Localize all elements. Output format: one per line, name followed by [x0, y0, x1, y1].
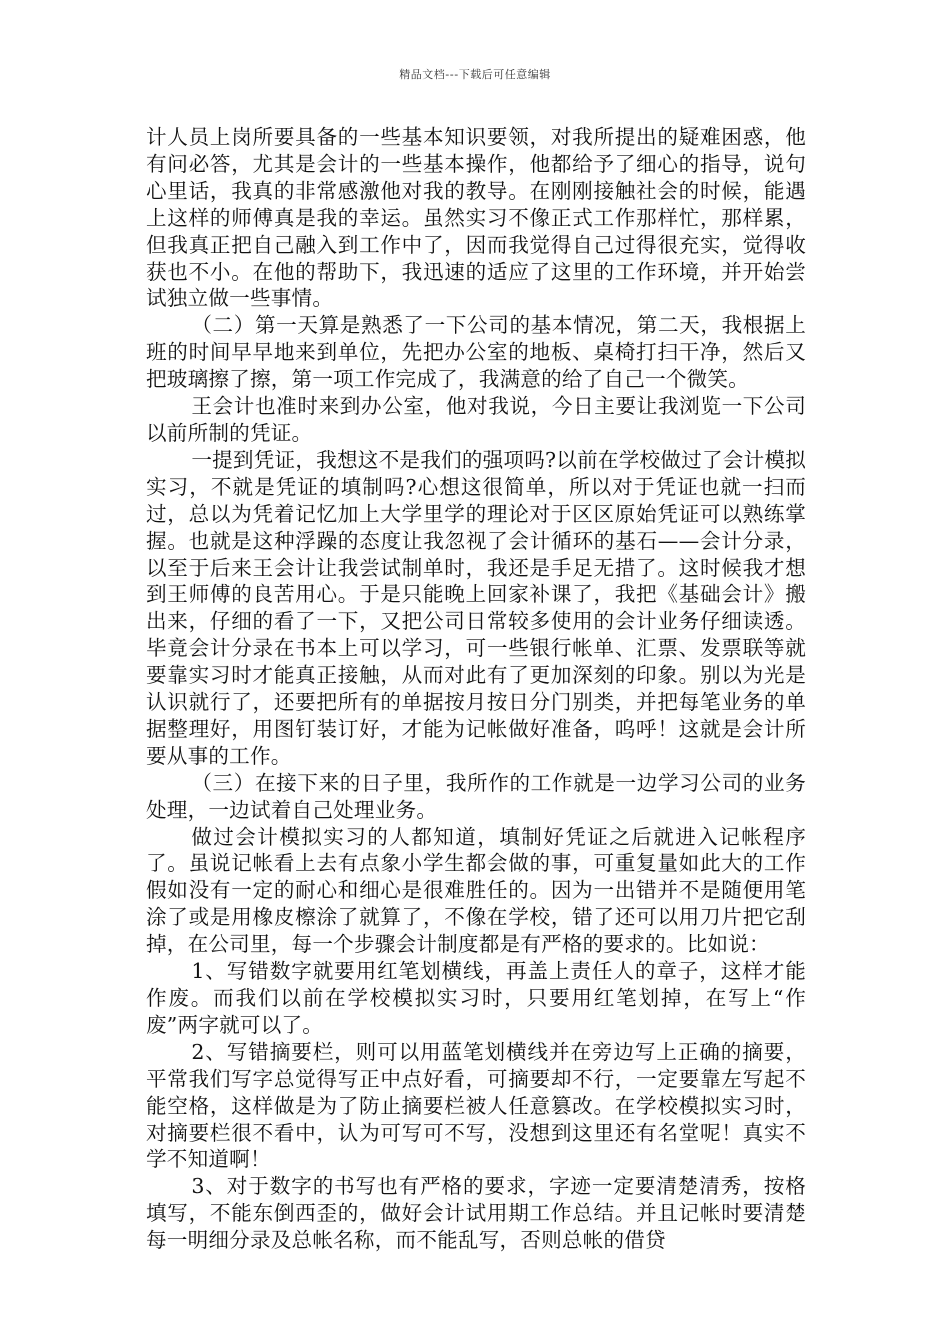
paragraph-3: 王会计也准时来到办公室，他对我说，今日主要让我浏览一下公司以前所制的凭证。 [146, 394, 806, 445]
paragraph-5: （三）在接下来的日子里，我所作的工作就是一边学习公司的业务处理，一边试着自己处理业务。 [146, 770, 806, 822]
paragraph-6: 做过会计模拟实习的人都知道，填制好凭证之后就进入记帐程序了。虽说记帐看上去有点象小学生都会做的事，可重复量如此大的工作假如没有一定的耐心和细心是很难胜任的。因为一出错并不是随便用笔涂了或是用橡皮檫涂了就算了，不像在学校，错了还可以用刀片把它刮掉，在公司里，每一个步骤会计制度都是有严格的要求的。比如说： [146, 824, 806, 957]
paragraph-1: 计人员上岗所要具备的一些基本知识要领，对我所提出的疑难困惑，他有问必答，尤其是会计的一些基本操作，他都给予了细心的指导，说句心里话，我真的非常感激他对我的教导。在刚刚接触社会的时候，能遇上这样的师傅真是我的幸运。虽然实习不像正式工作那样忙，那样累，但我真正把自己融入到工作中了，因而我觉得自己过得很充实，觉得收获也不小。在他的帮助下，我迅速的适应了这里的工作环境，并开始尝试独立做一些事情。 [146, 125, 806, 311]
page-header: 精品文档---下载后可任意编辑 [399, 68, 551, 81]
paragraph-2: （二）第一天算是熟悉了一下公司的基本情况，第二天，我根据上班的时间早早地来到单位，先把办公室的地板、桌椅打扫干净，然后又把玻璃擦了擦，第一项工作完成了，我满意的给了自己一个微笑。 [146, 313, 806, 392]
document-body [146, 124, 806, 1254]
paragraph-9: 3、对于数字的书写也有严格的要求，字迹一定要清楚清秀，按格填写，不能东倒西歪的，做好会计试用期工作总结。并且记帐时要清楚每一明细分录及总帐名称，而不能乱写，否则总帐的借贷 [146, 1174, 806, 1253]
paragraph-7: 1、写错数字就要用红笔划横线，再盖上责任人的章子，这样才能作废。而我们以前在学校模拟实习时，只要用红笔划掉，在写上“作废”两字就可以了。 [146, 959, 806, 1037]
paragraph-8: 2、写错摘要栏，则可以用蓝笔划横线并在旁边写上正确的摘要，平常我们写字总觉得写正中点好看，可摘要却不行，一定要靠左写起不能空格，这样做是为了防止摘要栏被人任意篡改。在学校模拟实习时，对摘要栏很不看中，认为可写可不写，没想到这里还有名堂呢！真实不学不知道啊！ [146, 1039, 806, 1172]
paragraph-4: 一提到凭证，我想这不是我们的强项吗?以前在学校做过了会计模拟实习，不就是凭证的填制吗?心想这很简单，所以对于凭证也就一扫而过，总以为凭着记忆加上大学里学的理论对于区区原始凭证可以熟练掌握。也就是这种浮躁的态度让我忽视了会计循环的基石——会计分录，以至于后来王会计让我尝试制单时，我还是手足无措了。这时候我才想到王师傅的良苦用心。于是只能晚上回家补课了，我把《基础会计》搬出来，仔细的看了一下，又把公司日常较多使用的会计业务仔细读透。毕竟会计分录在书本上可以学习，可一些银行帐单、汇票、发票联等就要靠实习时才能真正接触，从而对此有了更加深刻的印象。别以为光是认识就行了，还要把所有的单据按月按日分门别类，并把每笔业务的单据整理好，用图钉装订好，才能为记帐做好准备，呜呼！这就是会计所要从事的工作。 [146, 447, 806, 768]
